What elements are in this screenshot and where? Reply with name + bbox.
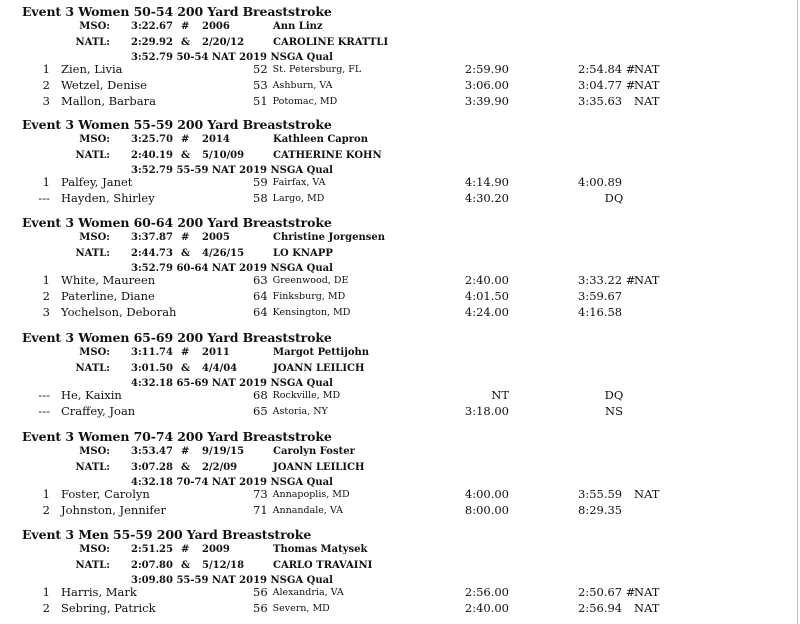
final-time: 3:59.67 [578,289,623,303]
swimmer-age: 64 [253,305,268,319]
swimmer-club: Annapoplis, MD [272,489,350,500]
mso-label: MSO: [79,544,110,555]
mso-record-holder: Kathleen Capron [273,134,368,145]
final-time: NS [605,404,623,418]
swimmer-place: 2 [42,503,50,517]
swimmer-name: Yochelson, Deborah [61,305,177,319]
qualifying-standard: 3:52.79 60-64 NAT 2019 NSGA Qual [131,263,333,274]
page-edge-line [797,0,798,624]
mso-separator: # [181,232,190,243]
swimmer-name: Mallon, Barbara [61,94,157,108]
qualifying-standard: 3:52.79 55-59 NAT 2019 NSGA Qual [131,165,333,176]
seed-time: 4:01.50 [464,289,509,303]
swimmer-club: Potomac, MD [272,96,338,107]
standard-mark: NAT [634,62,660,76]
final-time: 4:16.58 [578,305,623,319]
seed-time: 4:24.00 [464,305,509,319]
natl-record-time: 3:07.28 [131,462,173,473]
seed-time: 3:18.00 [464,404,509,418]
natl-separator: & [181,560,191,571]
swimmer-place: 2 [42,78,50,92]
swimmer-club: Finksburg, MD [272,291,346,302]
swimmer-age: 58 [253,191,268,205]
qualifying-standard: 3:52.79 50-54 NAT 2019 NSGA Qual [131,52,333,63]
natl-label: NATL: [75,560,110,571]
seed-time: 8:00.00 [464,503,509,517]
mso-record-time: 3:11.74 [131,347,173,358]
natl-record-holder: JOANN LEILICH [273,462,365,473]
mso-label: MSO: [79,21,110,32]
swimmer-age: 56 [253,601,268,615]
swimmer-club: Fairfax, VA [272,177,326,188]
swimmer-name: Harris, Mark [61,585,137,599]
swimmer-club: Rockville, MD [272,390,341,401]
natl-label: NATL: [75,37,110,48]
final-time: 3:55.59 [578,487,623,501]
swimmer-name: Zien, Livia [61,62,123,76]
natl-record-date: 2/20/12 [202,37,245,48]
standard-mark: NAT [634,585,660,599]
mso-record-time: 3:53.47 [131,446,173,457]
natl-separator: & [181,248,191,259]
swimmer-club: Astoria, NY [272,406,328,417]
mso-record-date: 2014 [202,134,230,145]
mso-record-date: 2006 [202,21,230,32]
natl-label: NATL: [75,248,110,259]
swimmer-place: --- [38,191,50,205]
swimmer-place: 1 [42,62,50,76]
swimmer-club: Ashburn, VA [272,80,333,91]
mso-record-date: 2009 [202,544,230,555]
swimmer-name: He, Kaixin [61,388,122,402]
swimmer-name: Foster, Carolyn [61,487,150,501]
mso-record-holder: Ann Linz [273,21,323,32]
swimmer-name: Sebring, Patrick [61,601,156,615]
final-time: 3:04.77 # [578,78,636,92]
swimmer-age: 59 [253,175,268,189]
swimmer-club: Greenwood, DE [272,275,349,286]
mso-record-time: 3:25.70 [131,134,173,145]
mso-record-date: 9/19/15 [202,446,245,457]
swimmer-name: Craffey, Joan [61,404,136,418]
swimmer-name: Wetzel, Denise [61,78,147,92]
seed-time: 3:39.90 [464,94,509,108]
swimmer-place: 1 [42,487,50,501]
mso-record-holder: Christine Jorgensen [273,232,386,243]
mso-record-time: 2:51.25 [131,544,173,555]
swimmer-club: Severn, MD [272,603,330,614]
swimmer-name: Paterline, Diane [61,289,155,303]
mso-separator: # [181,446,190,457]
swimmer-age: 68 [253,388,268,402]
event-title: Event 3 Women 60-64 200 Yard Breaststroke [22,215,332,230]
swimmer-club: Alexandria, VA [272,587,344,598]
final-time: 3:33.22 # [578,273,636,287]
natl-record-holder: CARLO TRAVAINI [273,560,373,571]
natl-label: NATL: [75,462,110,473]
mso-record-date: 2011 [202,347,230,358]
swimmer-place: 1 [42,585,50,599]
swimmer-place: 3 [42,305,50,319]
final-time: 2:50.67 # [578,585,636,599]
natl-record-holder: LO KNAPP [273,248,333,259]
event-title: Event 3 Women 55-59 200 Yard Breaststroke [22,117,332,132]
final-time: 8:29.35 [578,503,623,517]
final-time: DQ [604,388,624,402]
swimmer-place: --- [38,388,50,402]
natl-record-time: 3:01.50 [131,363,173,374]
swimmer-age: 56 [253,585,268,599]
swimmer-place: 2 [42,601,50,615]
final-time: 2:56.94 [578,601,623,615]
seed-time: 2:56.00 [464,585,509,599]
standard-mark: NAT [634,487,660,501]
event-title: Event 3 Women 50-54 200 Yard Breaststroke [22,4,332,19]
seed-time: 2:40.00 [464,601,509,615]
standard-mark: NAT [634,78,660,92]
mso-record-time: 3:22.67 [131,21,173,32]
natl-record-holder: JOANN LEILICH [273,363,365,374]
mso-label: MSO: [79,446,110,457]
swimmer-age: 64 [253,289,268,303]
qualifying-standard: 4:32.18 65-69 NAT 2019 NSGA Qual [131,378,333,389]
natl-record-holder: CATHERINE KOHN [273,150,382,161]
natl-record-time: 2:07.80 [131,560,173,571]
mso-record-time: 3:37.87 [131,232,173,243]
mso-label: MSO: [79,347,110,358]
final-time: 4:00.89 [578,175,623,189]
seed-time: 4:14.90 [464,175,509,189]
seed-time: 4:00.00 [464,487,509,501]
natl-record-time: 2:44.73 [131,248,173,259]
standard-mark: NAT [634,94,660,108]
mso-separator: # [181,21,190,32]
natl-record-time: 2:40.19 [131,150,173,161]
mso-separator: # [181,347,190,358]
natl-separator: & [181,37,191,48]
swimmer-age: 71 [253,503,268,517]
natl-separator: & [181,363,191,374]
standard-mark: NAT [634,273,660,287]
qualifying-standard: 3:09.80 55-59 NAT 2019 NSGA Qual [131,575,333,586]
qualifying-standard: 4:32.18 70-74 NAT 2019 NSGA Qual [131,477,333,488]
mso-record-holder: Carolyn Foster [273,446,355,457]
swimmer-place: 1 [42,175,50,189]
mso-label: MSO: [79,232,110,243]
swimmer-place: --- [38,404,50,418]
natl-label: NATL: [75,150,110,161]
natl-record-date: 4/4/04 [202,363,238,374]
swimmer-club: Kensington, MD [272,307,351,318]
event-title: Event 3 Women 70-74 200 Yard Breaststroke [22,429,332,444]
swimmer-place: 2 [42,289,50,303]
seed-time: NT [491,388,509,402]
swimmer-club: Annandale, VA [272,505,344,516]
final-time: 3:35.63 [578,94,623,108]
natl-separator: & [181,150,191,161]
swimmer-place: 1 [42,273,50,287]
swimmer-place: 3 [42,94,50,108]
seed-time: 3:06.00 [464,78,509,92]
swimmer-name: Johnston, Jennifer [61,503,166,517]
final-time: DQ [604,191,624,205]
mso-label: MSO: [79,134,110,145]
mso-separator: # [181,134,190,145]
final-time: 2:54.84 # [578,62,636,76]
event-title: Event 3 Men 55-59 200 Yard Breaststroke [22,527,312,542]
natl-record-date: 4/26/15 [202,248,245,259]
swimmer-name: White, Maureen [61,273,156,287]
natl-label: NATL: [75,363,110,374]
mso-record-holder: Thomas Matysek [273,544,368,555]
natl-record-date: 5/10/09 [202,150,245,161]
swimmer-club: St. Petersburg, FL [272,64,362,75]
swimmer-name: Palfey, Janet [61,175,133,189]
seed-time: 2:40.00 [464,273,509,287]
swimmer-age: 73 [253,487,268,501]
natl-separator: & [181,462,191,473]
swimmer-age: 52 [253,62,268,76]
natl-record-holder: CAROLINE KRATTLI [273,37,389,48]
seed-time: 4:30.20 [464,191,509,205]
swimmer-club: Largo, MD [272,193,325,204]
swimmer-name: Hayden, Shirley [61,191,155,205]
natl-record-date: 2/2/09 [202,462,238,473]
swimmer-age: 53 [253,78,268,92]
event-title: Event 3 Women 65-69 200 Yard Breaststroke [22,330,332,345]
swimmer-age: 51 [253,94,268,108]
natl-record-date: 5/12/18 [202,560,245,571]
mso-record-holder: Margot Pettijohn [273,347,370,358]
seed-time: 2:59.90 [464,62,509,76]
swimmer-age: 63 [253,273,268,287]
mso-record-date: 2005 [202,232,230,243]
mso-separator: # [181,544,190,555]
swimmer-age: 65 [253,404,268,418]
natl-record-time: 2:29.92 [131,37,173,48]
standard-mark: NAT [634,601,660,615]
